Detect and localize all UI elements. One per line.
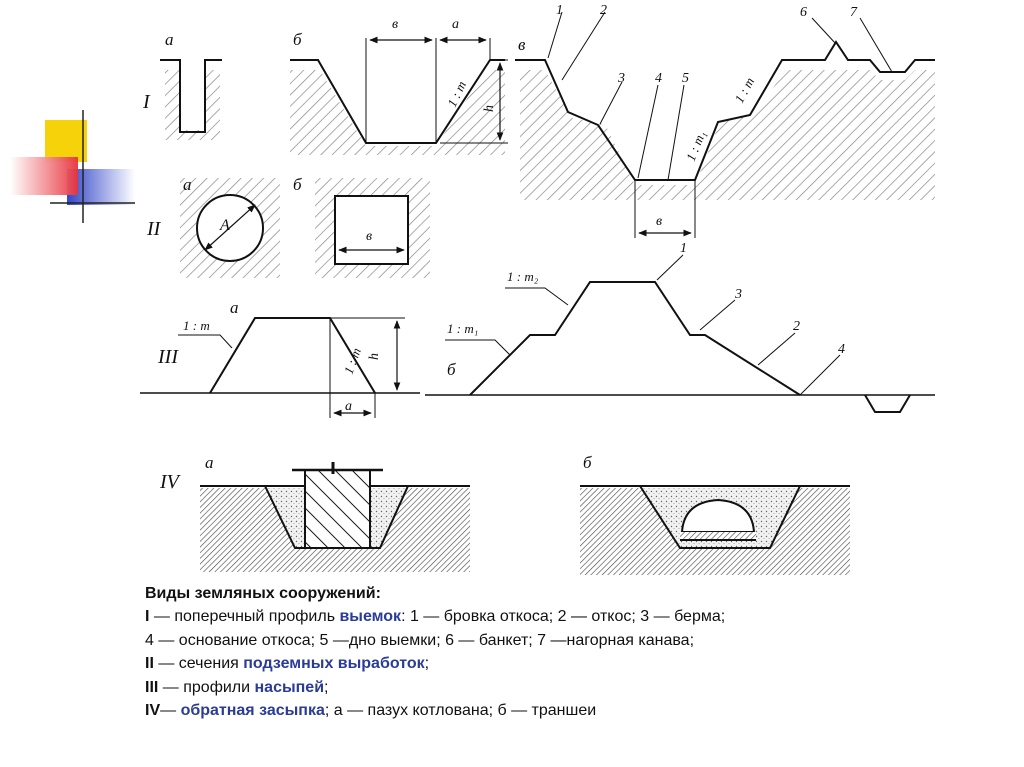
row3-n3: 3 (735, 287, 742, 302)
row1-slope-m: 1 : m (731, 74, 758, 106)
row1-dim-bottom: в (656, 214, 663, 229)
caption (145, 582, 945, 722)
row2-rect-b (315, 178, 430, 278)
row1-n5: 5 (682, 71, 689, 86)
link-underground[interactable]: подземных выработок (243, 655, 425, 673)
row1-n1: 1 (556, 3, 563, 18)
row4-a-label: а (205, 453, 214, 472)
row1-n4: 4 (655, 71, 662, 86)
link-vyemok[interactable]: выемок (339, 608, 402, 626)
row1-trench-a (160, 60, 222, 140)
row3-slope2: 1 : m (340, 345, 364, 377)
row3-h: h (367, 353, 382, 360)
row3-slope-m1: 1 : m₁ (447, 321, 479, 336)
caption-line-4: III — профили насыпей; (145, 678, 329, 696)
row3-a-label: а (230, 298, 239, 317)
row3-label: III (158, 346, 178, 368)
row2-circle-a (180, 178, 280, 278)
row1-h: h (482, 105, 497, 112)
row1-b-label: б (293, 30, 302, 49)
row3-dim-a: а (345, 399, 352, 414)
row2-a-label: а (183, 175, 192, 194)
row3-embankment-a (140, 318, 420, 418)
row1-dim-b: в (392, 17, 399, 32)
row2-dim-b: в (366, 229, 373, 244)
row3-n4: 4 (838, 342, 845, 357)
row4-b-label: б (583, 453, 592, 472)
row1-a-label: а (165, 30, 174, 49)
link-embankments[interactable]: насыпей (254, 678, 325, 696)
row1-slope-m1: 1 : m₁ (682, 128, 709, 164)
row4-pit-a (200, 462, 470, 572)
row1-slope: 1 : m (444, 78, 470, 110)
row1-trench-b (290, 38, 508, 155)
row1-label: I (143, 91, 150, 113)
row3-n1: 1 (680, 241, 687, 256)
row1-n3: 3 (618, 71, 625, 86)
row2-label: II (147, 218, 161, 240)
row1-v-label: в (518, 35, 526, 54)
caption-line-1: I — поперечный профиль выемок: 1 — бровка откоса; 2 — откос; 3 — берма; (145, 608, 726, 626)
row1-n6: 6 (800, 5, 807, 20)
row3-n2: 2 (793, 319, 800, 334)
row2-dim-A: A (220, 217, 230, 234)
row3-b-label: б (447, 360, 456, 379)
row1-dim-a: а (452, 17, 459, 32)
row4-label: IV (160, 471, 179, 493)
caption-title: Виды земляных сооружений: (145, 585, 381, 602)
link-backfill[interactable]: обратная засыпка (180, 702, 325, 720)
row1-n7: 7 (850, 5, 857, 20)
row2-b-label: б (293, 175, 302, 194)
caption-line-5: IV— обратная засыпка; а — пазух котлована; б — траншеи (145, 702, 597, 720)
row1-n2: 2 (600, 3, 607, 18)
row3-embankment-b (425, 255, 935, 412)
row4-trench-b (580, 486, 850, 575)
caption-line-2: 4 — основание откоса; 5 —дно выемки; 6 — банкет; 7 —нагорная канава; (145, 631, 695, 649)
row3-slope: 1 : m (183, 318, 210, 333)
caption-line-3: II — сечения подземных выработок; (145, 655, 430, 673)
row1-cut-v (515, 12, 935, 238)
row3-slope-m2: 1 : m₂ (507, 269, 539, 284)
